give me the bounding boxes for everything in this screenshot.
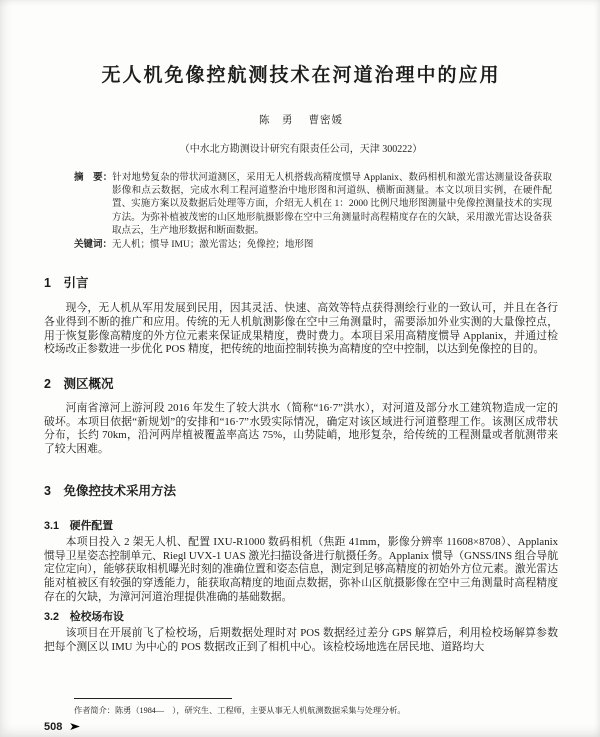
subsection-paragraph-3-1: 本项目投入 2 架无人机、配置 IXU-R1000 数码相机（焦距 41mm，影像分辨率 11608×8708）、Applanix 惯导卫星姿态控制单元、Riegl UVX-1 UAS 激光扫描设备进行航摄任务。Applanix 惯导（GNSS/INS 组合导航定位定向），能够获取相机曝光时刻的准确位置和姿态信息，测定到足够高精度的初始外方位元素。激光雷达能对植被区有较强的穿透能力，能获取高精度的地面点数据，弥补山区航摄影像在空中三角测量时高程精度存在的欠缺，为漳河河道治理提供准确的基础数据。 <box>44 535 558 603</box>
abstract-paragraph <box>74 171 552 238</box>
subsection-paragraph-3-2: 该项目在开展前飞了检校场，后期数据处理时对 POS 数据经过差分 GPS 解算后，利用检校场解算参数把每个测区以 IMU 为中心的 POS 数据改正到了相机中心。该检校场地选在居民地、道路均大 <box>44 627 558 654</box>
section-heading-1: 1 引言 <box>44 276 89 291</box>
footnote-divider <box>74 698 232 699</box>
section-heading-3: 3 免像控技术采用方法 <box>44 483 176 498</box>
section-heading-2: 2 测区概况 <box>44 377 114 392</box>
paper-title: 无人机免像控航测技术在河道治理中的应用 <box>101 65 501 86</box>
author-bio-footnote: 作者简介：陈勇（1984— ），研究生、工程师，主要从事无人机航测数据采集与处理分析。 <box>74 706 406 715</box>
keywords-label: 关键词： <box>74 239 113 251</box>
abstract-label: 摘 要： <box>74 172 113 183</box>
authors: 陈 勇 曹密媛 <box>258 115 344 126</box>
subsection-heading-3-1: 3.1 硬件配置 <box>44 519 113 532</box>
keywords-line <box>74 238 552 252</box>
keywords-text: 无人机；惯导 IMU；激光雷达；免像控；地形图 <box>112 240 314 251</box>
page-number: 508 <box>44 721 63 733</box>
page-number-row <box>44 721 558 733</box>
arrow-ornament-icon: ➤ <box>68 720 81 733</box>
page-footer <box>44 698 558 733</box>
abstract-text: 针对地势复杂的带状河道测区，采用无人机搭载高精度惯导 Applanix、数码相机和激光雷达测量设备获取影像和点云数据，完成水利工程河道整治中地形图和河道纵、横断面测量。本文以项目实例，在硬件配置、实施方案以及数据后处理等方面，介绍无人机在 1：2000 比例尺地形图测量中免像控测量技术的实现方法。为弥补植被茂密的山区地形航摄影像在空中三角测量时高程精度存在的欠缺，采用激光雷达设备获取点云，生产地形数据和断面数据。 <box>112 173 552 236</box>
affiliation: （中水北方勘测设计研究有限责任公司，天津 300222） <box>179 144 423 155</box>
subsection-heading-3-2: 3.2 检校场布设 <box>44 611 124 624</box>
section-paragraph-1: 现今，无人机从军用发展到民用，因其灵活、快速、高效等特点获得测绘行业的一致认可，并且在各行各业得到不断的推广和应用。传统的无人机航测影像在空中三角测量时，需要添加外业实测的大量像控点，用于恢复影像高精度的外方位元素来保证成果精度，费时费力。本项目采用高精度惯导 Applanix，并通过检校场改正参数进一步优化 POS 精度，把传统的地面控制转换为高精度的空中控制，以达到免像控的目的。 <box>44 302 558 356</box>
section-paragraph-2: 河南省漳河上游河段 2016 年发生了较大洪水（简称“16·7”洪水），对河道及部分水工建筑物造成一定的破坏。本项目依据“新规划”的安排和“16·7”水毁实际情况，确定对该区域进行河道整理工作。该测区成带状分布，长约 70km，沿河两岸植被覆盖率高达 75%，山势陡峭，地形复杂，给传统的工程测量或者航测带来了较大困难。 <box>44 402 558 456</box>
abstract-block <box>74 171 552 252</box>
